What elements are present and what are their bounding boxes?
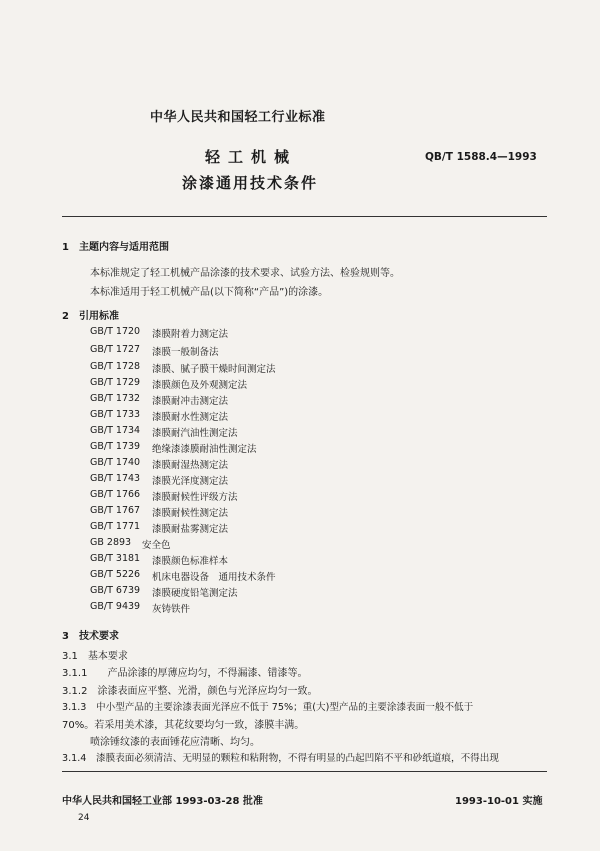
ref-title: 漆膜光泽度测定法 — [152, 476, 229, 487]
ref-title: 漆膜耐盐雾测定法 — [152, 524, 229, 535]
ref-code: GB/T 3181 — [90, 553, 141, 564]
ref-code: GB/T 1732 — [90, 393, 141, 404]
ref-code: GB/T 1740 — [90, 457, 141, 468]
clause-3-1-3-line1: 3.1.3 中小型产品的主要涂漆表面光泽应不低于 75%；重(大)型产品的主要涂漆表面一般不低于 — [62, 702, 474, 713]
clause-3-1-3-line2: 70%。若采用美术漆，其花纹要均匀一致，漆膜丰满。 — [62, 720, 305, 731]
ref-code: GB/T 1720 — [90, 326, 141, 337]
clause-3-1-3-line3: 喷涂锤纹漆的表面锤花应清晰、均匀。 — [90, 737, 260, 748]
ref-title: 漆膜耐湿热测定法 — [152, 460, 229, 471]
standard-title-line2: 涂漆通用技术条件 — [182, 174, 319, 192]
ref-title: 漆膜颜色及外观测定法 — [152, 380, 248, 391]
approval-info: 中华人民共和国轻工业部 1993-03-28 批准 — [62, 796, 263, 807]
ref-title: 漆膜附着力测定法 — [152, 329, 229, 340]
ref-title: 漆膜耐冲击测定法 — [152, 396, 229, 407]
clause-3-1-1: 3.1.1 产品涂漆的厚薄应均匀，不得漏漆、错漆等。 — [62, 668, 308, 679]
ref-title: 绝缘漆漆膜耐油性测定法 — [152, 444, 257, 455]
ref-code: GB/T 9439 — [90, 601, 141, 612]
issuing-org-title: 中华人民共和国轻工行业标准 — [150, 110, 326, 125]
standard-title-line1: 轻工机械 — [205, 148, 298, 166]
clause-3-1-4: 3.1.4 漆膜表面必须清洁、无明显的颗粒和粘附物，不得有明显的凸起凹陷不平和砂纸道痕，不得出现 — [62, 753, 499, 764]
ref-title: 漆膜耐水性测定法 — [152, 412, 229, 423]
ref-title: 漆膜硬度铅笔测定法 — [152, 588, 238, 599]
header-divider — [62, 216, 547, 217]
ref-code: GB/T 1767 — [90, 505, 141, 516]
section-3-heading: 3 技术要求 — [62, 631, 119, 642]
standard-number: QB/T 1588.4—1993 — [425, 151, 537, 163]
ref-title: 安全色 — [142, 540, 171, 551]
section-1-paragraph-1: 本标准规定了轻工机械产品涂漆的技术要求、试验方法、检验规则等。 — [90, 268, 400, 279]
ref-code: GB/T 1734 — [90, 425, 141, 436]
ref-code: GB/T 1771 — [90, 521, 141, 532]
section-1-paragraph-2: 本标准适用于轻工机械产品(以下简称“产品”)的涂漆。 — [90, 287, 329, 298]
ref-title: 漆膜、腻子膜干燥时间测定法 — [152, 364, 276, 375]
ref-title: 漆膜耐候性测定法 — [152, 508, 229, 519]
clause-3-1: 3.1 基本要求 — [62, 651, 128, 662]
ref-code: GB/T 6739 — [90, 585, 141, 596]
ref-code: GB/T 1729 — [90, 377, 141, 388]
ref-code: GB/T 1743 — [90, 473, 141, 484]
ref-title: 漆膜一般制备法 — [152, 347, 219, 358]
ref-code: GB/T 1739 — [90, 441, 141, 452]
ref-code: GB/T 1733 — [90, 409, 141, 420]
footer-divider — [62, 771, 547, 772]
ref-title: 漆膜耐候性评级方法 — [152, 492, 238, 503]
page-number: 24 — [78, 813, 90, 823]
ref-code: GB/T 1766 — [90, 489, 141, 500]
ref-code: GB/T 5226 — [90, 569, 141, 580]
ref-title: 漆膜颜色标准样本 — [152, 556, 229, 567]
ref-code: GB/T 1728 — [90, 361, 141, 372]
ref-code: GB/T 1727 — [90, 344, 141, 355]
section-1-heading: 1 主题内容与适用范围 — [62, 242, 169, 253]
clause-3-1-2: 3.1.2 涂漆表面应平整、光滑，颜色与光泽应均匀一致。 — [62, 686, 318, 697]
ref-title: 机床电器设备 通用技术条件 — [152, 572, 276, 583]
ref-title: 漆膜耐汽油性测定法 — [152, 428, 238, 439]
implementation-date: 1993-10-01 实施 — [455, 796, 543, 807]
section-2-heading: 2 引用标准 — [62, 311, 119, 322]
ref-code: GB 2893 — [90, 537, 132, 548]
ref-title: 灰铸铁件 — [152, 604, 191, 615]
